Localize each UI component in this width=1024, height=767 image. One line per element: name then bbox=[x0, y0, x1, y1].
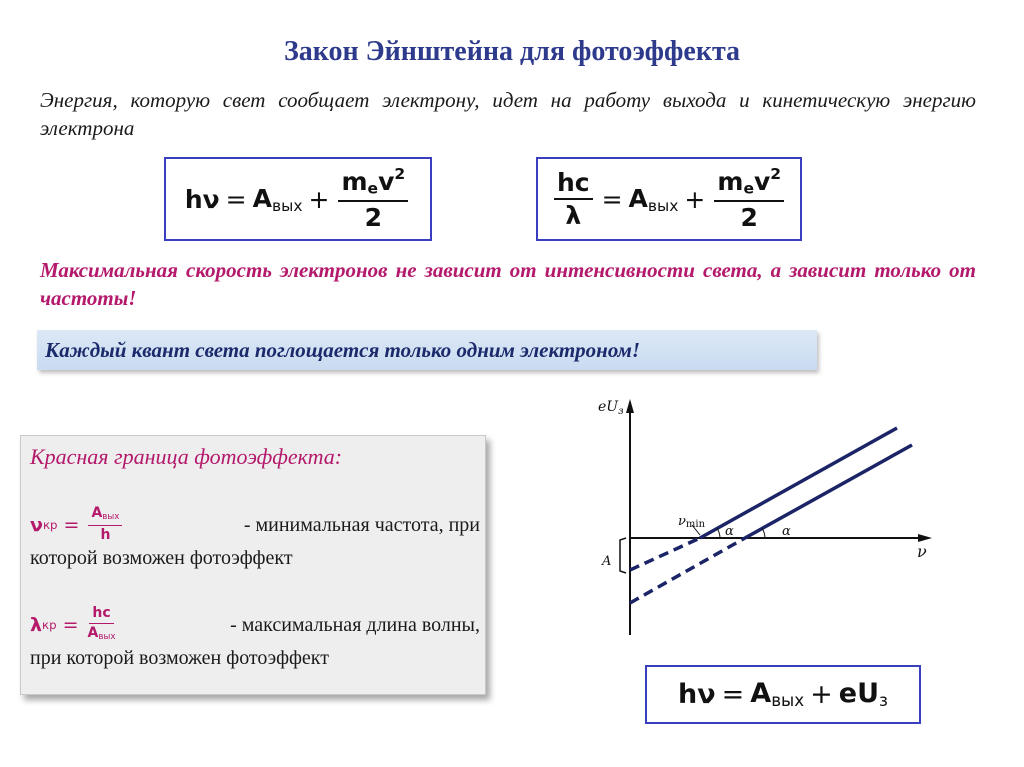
red-limit-frequency-row bbox=[30, 506, 480, 573]
nu-num-sub: вых bbox=[102, 512, 120, 523]
formula3-eU-main: eU bbox=[838, 678, 880, 710]
formula1-e-sub: e bbox=[367, 180, 379, 199]
nu-sub: кр bbox=[42, 517, 58, 532]
page-title: Закон Эйнштейна для фотоэффекта bbox=[283, 36, 741, 67]
formula1-eq: = bbox=[225, 184, 247, 214]
formula3-lhs: hν bbox=[678, 679, 716, 710]
formula1-v: v bbox=[378, 167, 395, 197]
formula1-plus: + bbox=[308, 184, 330, 214]
formula2-plus: + bbox=[684, 184, 706, 214]
x-axis bbox=[630, 534, 932, 542]
einstein-stopping-voltage-formula-box bbox=[645, 665, 921, 724]
nu-min-label: νmin bbox=[678, 514, 706, 530]
formula3-plus: + bbox=[810, 679, 833, 710]
formula2-v: v bbox=[753, 167, 771, 197]
red-limit-heading: Красная граница фотоэффекта: bbox=[30, 444, 343, 469]
formula2-kinetic-fraction bbox=[714, 166, 784, 231]
formula3-eU bbox=[839, 678, 888, 710]
formula2-m: m bbox=[717, 167, 744, 197]
photoeffect-graph bbox=[560, 385, 940, 645]
lower-line bbox=[630, 445, 912, 603]
x-axis-label: ν bbox=[917, 542, 927, 561]
formula2-A: A bbox=[628, 183, 648, 213]
formula3-eU-sub: з bbox=[879, 690, 888, 711]
formula2-num: hc bbox=[554, 169, 593, 201]
lambda-kr-formula bbox=[30, 606, 118, 643]
nu-den: h bbox=[100, 526, 111, 543]
formula3-eq: = bbox=[721, 679, 745, 710]
lambda-fraction bbox=[88, 606, 116, 643]
nu-num: A bbox=[91, 505, 103, 521]
y-axis-label: $eU_з$ bbox=[598, 399, 624, 417]
lambda-symbol: λ bbox=[30, 613, 43, 636]
lambda-den: A bbox=[87, 625, 99, 642]
nu-description-2: которой возможен фотоэффект bbox=[30, 547, 293, 570]
formula1-kinetic-fraction bbox=[338, 166, 408, 231]
lambda-den-sub: вых bbox=[98, 632, 116, 643]
work-function-label: A bbox=[602, 554, 612, 569]
formula1-sq: 2 bbox=[394, 165, 406, 184]
formula1-A-sub: вых bbox=[271, 196, 303, 215]
nu-description-1: - минимальная частота, при bbox=[243, 513, 480, 536]
einstein-wavelength-formula-box bbox=[536, 157, 802, 241]
formula1-m: m bbox=[341, 167, 368, 197]
work-function-bracket bbox=[620, 538, 626, 573]
formula3-work bbox=[750, 678, 804, 710]
formula2-sq: 2 bbox=[770, 165, 782, 184]
formula1-work bbox=[253, 184, 303, 215]
formula2-A-sub: вых bbox=[647, 196, 679, 215]
red-limit-wavelength-row bbox=[30, 606, 480, 673]
formula1-A: A bbox=[252, 183, 272, 213]
formula1-lhs: hν bbox=[184, 184, 220, 214]
formula3-A: A bbox=[750, 678, 772, 710]
formula2-den: λ bbox=[565, 201, 582, 230]
formula2-hc-fraction bbox=[554, 169, 593, 230]
formula2-den2: 2 bbox=[740, 203, 758, 233]
alpha-angle-2: α bbox=[782, 524, 791, 539]
nu-symbol: ν bbox=[30, 513, 43, 536]
upper-line bbox=[630, 428, 897, 570]
lambda-num: hc bbox=[89, 606, 113, 624]
formula2-eq: = bbox=[601, 184, 623, 214]
lambda-eq: = bbox=[62, 613, 79, 636]
formula3-A-sub: вых bbox=[771, 690, 805, 711]
quantum-note-banner: Каждый квант света поглощается только одним электроном! bbox=[37, 330, 817, 370]
lambda-sub: кр bbox=[42, 617, 57, 632]
nu-fraction bbox=[88, 506, 122, 543]
lambda-description-1: - максимальная длина волны, bbox=[230, 613, 480, 636]
formula2-e-sub: e bbox=[743, 180, 754, 199]
formula2-work bbox=[629, 184, 679, 215]
formula1-den: 2 bbox=[364, 203, 383, 233]
einstein-formula-box bbox=[164, 157, 432, 241]
nu-kr-formula bbox=[30, 506, 125, 543]
alpha-angle-1: α bbox=[725, 524, 734, 539]
nu-eq: = bbox=[63, 513, 80, 536]
velocity-statement: Максимальная скорость электронов не зависит от интенсивности света, а зависит только от частоты! bbox=[40, 258, 976, 310]
intro-text: Энергия, которую свет сообщает электрону, идет на работу выхода и кинетическую энергию электрона bbox=[40, 88, 976, 140]
lambda-description-2: при которой возможен фотоэффект bbox=[30, 647, 329, 670]
